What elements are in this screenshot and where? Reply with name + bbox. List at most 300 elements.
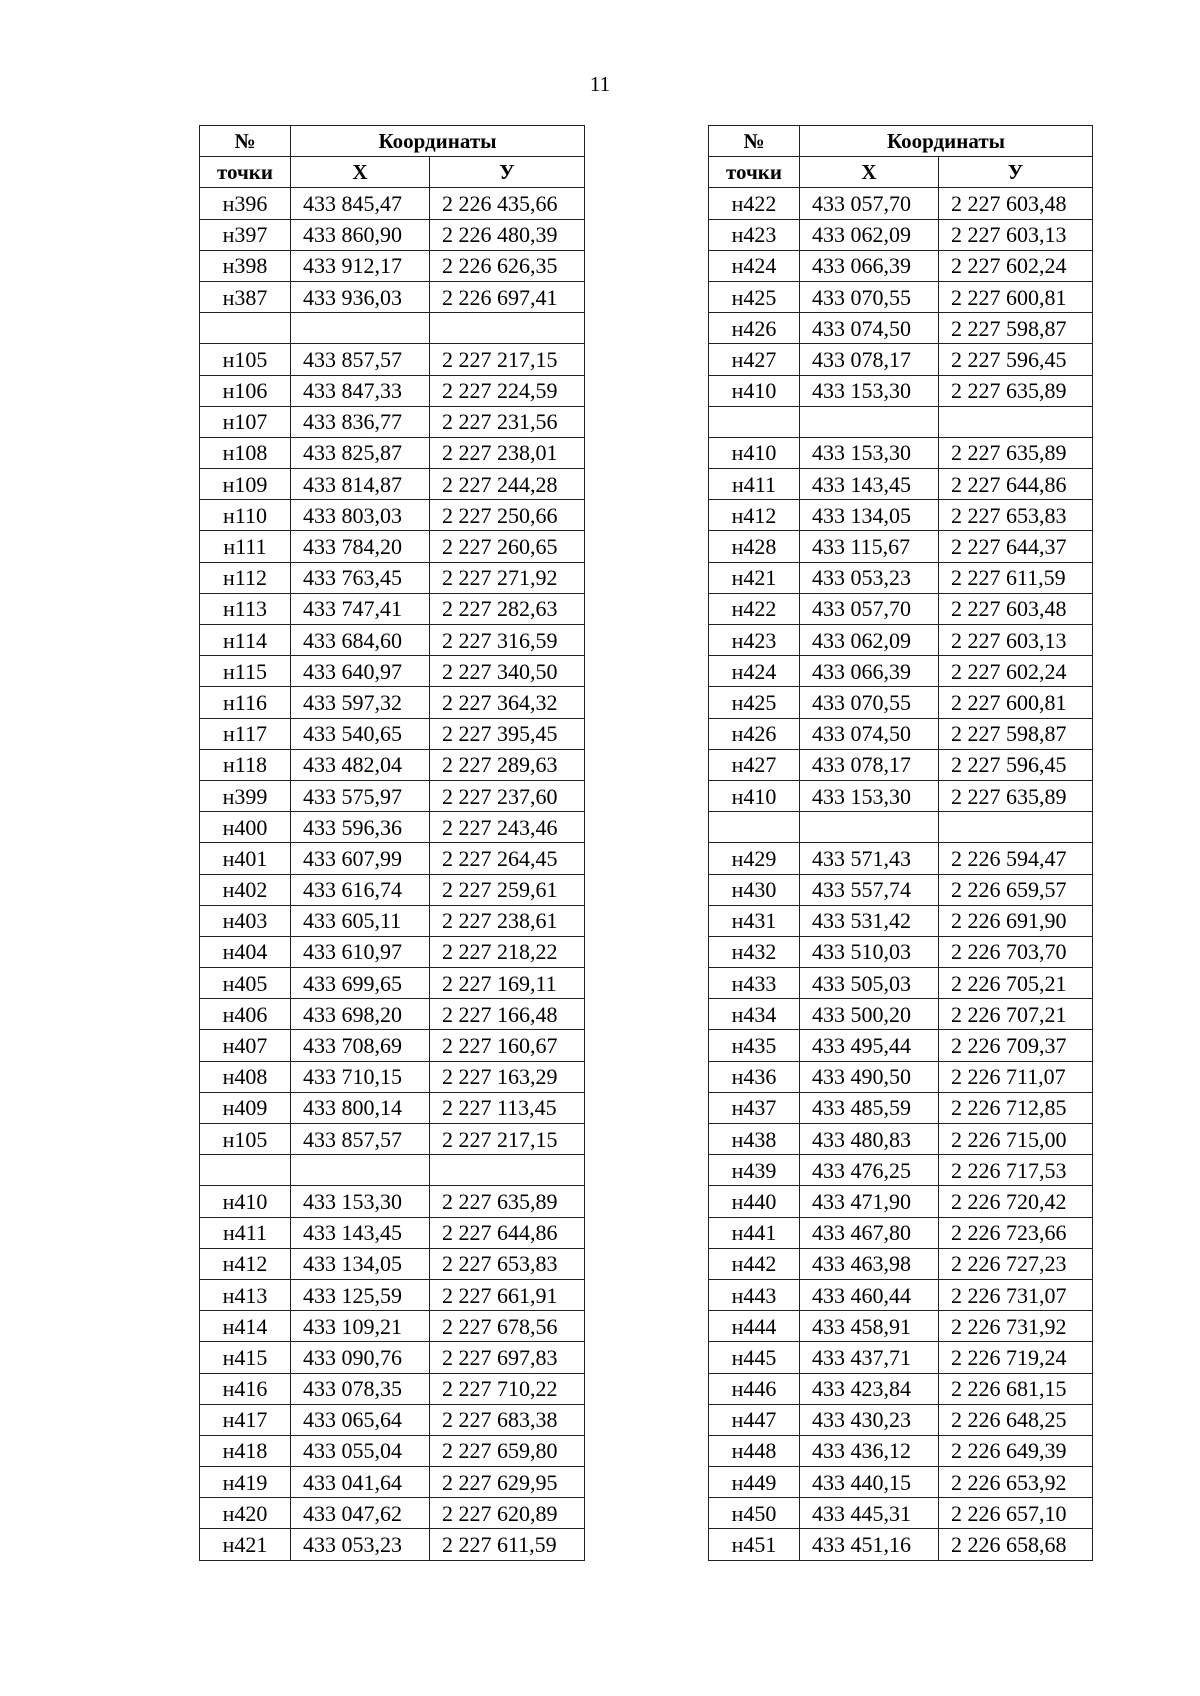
point-number-cell: н387 bbox=[200, 281, 291, 312]
table-row bbox=[200, 1435, 585, 1466]
table-row bbox=[200, 1248, 585, 1279]
x-coordinate-cell: 433 460,44 bbox=[800, 1279, 939, 1310]
x-coordinate-cell: 433 557,74 bbox=[800, 874, 939, 905]
x-coordinate-cell: 433 445,31 bbox=[800, 1498, 939, 1529]
table-row bbox=[709, 344, 1093, 375]
point-number-cell: н108 bbox=[200, 437, 291, 468]
point-number-cell: н425 bbox=[709, 281, 800, 312]
point-number-cell: н408 bbox=[200, 1061, 291, 1092]
x-coordinate-cell: 433 490,50 bbox=[800, 1061, 939, 1092]
y-coordinate-cell: 2 227 600,81 bbox=[939, 687, 1093, 718]
y-coordinate-cell: 2 227 231,56 bbox=[430, 406, 585, 437]
point-number-cell: н444 bbox=[709, 1311, 800, 1342]
table-row bbox=[709, 968, 1093, 999]
table-row bbox=[200, 500, 585, 531]
x-coordinate-cell: 433 041,64 bbox=[291, 1467, 430, 1498]
table-row bbox=[200, 469, 585, 500]
y-coordinate-cell: 2 227 653,83 bbox=[939, 500, 1093, 531]
y-coordinate-cell: 2 226 594,47 bbox=[939, 843, 1093, 874]
point-number-cell: н399 bbox=[200, 780, 291, 811]
point-number-cell: н420 bbox=[200, 1498, 291, 1529]
y-coordinate-cell: 2 226 691,90 bbox=[939, 905, 1093, 936]
y-coordinate-cell: 2 227 683,38 bbox=[430, 1404, 585, 1435]
point-number-cell: н437 bbox=[709, 1092, 800, 1123]
x-coordinate-cell: 433 078,17 bbox=[800, 749, 939, 780]
point-number-cell: н400 bbox=[200, 812, 291, 843]
point-number-cell: н450 bbox=[709, 1498, 800, 1529]
table-row bbox=[709, 562, 1093, 593]
point-number-cell: н442 bbox=[709, 1248, 800, 1279]
x-coordinate-cell: 433 814,87 bbox=[291, 469, 430, 500]
point-number-cell: н405 bbox=[200, 968, 291, 999]
table-row bbox=[200, 1498, 585, 1529]
header-x: X bbox=[291, 157, 430, 188]
x-coordinate-cell: 433 153,30 bbox=[800, 780, 939, 811]
table-row bbox=[709, 1435, 1093, 1466]
table-row bbox=[709, 656, 1093, 687]
table-row bbox=[200, 219, 585, 250]
x-coordinate-cell: 433 531,42 bbox=[800, 905, 939, 936]
header-point-label: точки bbox=[709, 157, 800, 188]
y-coordinate-cell: 2 226 626,35 bbox=[430, 250, 585, 281]
x-coordinate-cell: 433 423,84 bbox=[800, 1373, 939, 1404]
x-coordinate-cell: 433 485,59 bbox=[800, 1092, 939, 1123]
y-coordinate-cell: 2 227 603,13 bbox=[939, 625, 1093, 656]
y-coordinate-cell: 2 227 710,22 bbox=[430, 1373, 585, 1404]
x-coordinate-cell: 433 763,45 bbox=[291, 562, 430, 593]
y-coordinate-cell: 2 227 260,65 bbox=[430, 531, 585, 562]
x-coordinate-cell: 433 597,32 bbox=[291, 687, 430, 718]
y-coordinate-cell: 2 226 720,42 bbox=[939, 1186, 1093, 1217]
table-row bbox=[200, 656, 585, 687]
point-number-cell: н446 bbox=[709, 1373, 800, 1404]
y-coordinate-cell: 2 227 237,60 bbox=[430, 780, 585, 811]
point-number-cell: н412 bbox=[709, 500, 800, 531]
x-coordinate-cell: 433 074,50 bbox=[800, 313, 939, 344]
table-row bbox=[709, 406, 1093, 437]
y-coordinate-cell: 2 226 723,66 bbox=[939, 1217, 1093, 1248]
x-coordinate-cell: 433 482,04 bbox=[291, 749, 430, 780]
table-row bbox=[709, 469, 1093, 500]
point-number-cell: н410 bbox=[709, 780, 800, 811]
x-coordinate-cell: 433 066,39 bbox=[800, 656, 939, 687]
table-row bbox=[709, 812, 1093, 843]
coordinates-table-left bbox=[199, 125, 585, 1561]
table-row bbox=[709, 874, 1093, 905]
y-coordinate-cell: 2 227 217,15 bbox=[430, 344, 585, 375]
point-number-cell: н429 bbox=[709, 843, 800, 874]
point-number-cell: н439 bbox=[709, 1155, 800, 1186]
y-coordinate-cell: 2 226 697,41 bbox=[430, 281, 585, 312]
x-coordinate-cell: 433 857,57 bbox=[291, 344, 430, 375]
table-row bbox=[709, 1404, 1093, 1435]
header-x: X bbox=[800, 157, 939, 188]
point-number-cell: н427 bbox=[709, 749, 800, 780]
table-row bbox=[200, 437, 585, 468]
header-y: У bbox=[430, 157, 585, 188]
x-coordinate-cell: 433 471,90 bbox=[800, 1186, 939, 1217]
x-coordinate-cell: 433 936,03 bbox=[291, 281, 430, 312]
point-number-cell: н105 bbox=[200, 1124, 291, 1155]
table-row bbox=[200, 1279, 585, 1310]
x-coordinate-cell: 433 825,87 bbox=[291, 437, 430, 468]
y-coordinate-cell: 2 226 649,39 bbox=[939, 1435, 1093, 1466]
y-coordinate-cell bbox=[939, 812, 1093, 843]
point-number-cell: н433 bbox=[709, 968, 800, 999]
y-coordinate-cell: 2 227 611,59 bbox=[430, 1529, 585, 1560]
point-number-cell: н438 bbox=[709, 1124, 800, 1155]
x-coordinate-cell: 433 803,03 bbox=[291, 500, 430, 531]
x-coordinate-cell: 433 057,70 bbox=[800, 593, 939, 624]
x-coordinate-cell: 433 784,20 bbox=[291, 531, 430, 562]
point-number-cell: н398 bbox=[200, 250, 291, 281]
table-row bbox=[709, 219, 1093, 250]
point-number-cell: н417 bbox=[200, 1404, 291, 1435]
header-coordinates: Координаты bbox=[800, 126, 1093, 157]
point-number-cell: н440 bbox=[709, 1186, 800, 1217]
y-coordinate-cell: 2 227 644,37 bbox=[939, 531, 1093, 562]
point-number-cell: н412 bbox=[200, 1248, 291, 1279]
table-row bbox=[200, 1124, 585, 1155]
table-row bbox=[200, 874, 585, 905]
y-coordinate-cell bbox=[939, 406, 1093, 437]
y-coordinate-cell: 2 226 703,70 bbox=[939, 936, 1093, 967]
point-number-cell: н403 bbox=[200, 905, 291, 936]
x-coordinate-cell: 433 857,57 bbox=[291, 1124, 430, 1155]
point-number-cell: н421 bbox=[709, 562, 800, 593]
point-number-cell bbox=[709, 812, 800, 843]
x-coordinate-cell: 433 065,64 bbox=[291, 1404, 430, 1435]
x-coordinate-cell: 433 451,16 bbox=[800, 1529, 939, 1560]
x-coordinate-cell: 433 699,65 bbox=[291, 968, 430, 999]
x-coordinate-cell: 433 053,23 bbox=[291, 1529, 430, 1560]
header-point-number: № bbox=[709, 126, 800, 157]
x-coordinate-cell: 433 616,74 bbox=[291, 874, 430, 905]
x-coordinate-cell: 433 090,76 bbox=[291, 1342, 430, 1373]
x-coordinate-cell: 433 437,71 bbox=[800, 1342, 939, 1373]
table-row bbox=[200, 999, 585, 1030]
x-coordinate-cell: 433 607,99 bbox=[291, 843, 430, 874]
y-coordinate-cell: 2 227 224,59 bbox=[430, 375, 585, 406]
table-row bbox=[709, 936, 1093, 967]
y-coordinate-cell: 2 227 600,81 bbox=[939, 281, 1093, 312]
header-y: У bbox=[939, 157, 1093, 188]
x-coordinate-cell: 433 836,77 bbox=[291, 406, 430, 437]
point-number-cell: н410 bbox=[200, 1186, 291, 1217]
point-number-cell: н110 bbox=[200, 500, 291, 531]
point-number-cell: н406 bbox=[200, 999, 291, 1030]
table-row bbox=[709, 188, 1093, 219]
point-number-cell: н423 bbox=[709, 219, 800, 250]
table-row bbox=[200, 749, 585, 780]
y-coordinate-cell: 2 227 163,29 bbox=[430, 1061, 585, 1092]
table-row bbox=[200, 687, 585, 718]
table-row bbox=[709, 999, 1093, 1030]
y-coordinate-cell: 2 226 435,66 bbox=[430, 188, 585, 219]
y-coordinate-cell: 2 227 166,48 bbox=[430, 999, 585, 1030]
y-coordinate-cell: 2 227 635,89 bbox=[939, 437, 1093, 468]
x-coordinate-cell: 433 684,60 bbox=[291, 625, 430, 656]
point-number-cell: н427 bbox=[709, 344, 800, 375]
table-row bbox=[709, 375, 1093, 406]
x-coordinate-cell: 433 057,70 bbox=[800, 188, 939, 219]
y-coordinate-cell: 2 227 364,32 bbox=[430, 687, 585, 718]
x-coordinate-cell: 433 458,91 bbox=[800, 1311, 939, 1342]
x-coordinate-cell: 433 109,21 bbox=[291, 1311, 430, 1342]
point-number-cell bbox=[709, 406, 800, 437]
coordinates-table-right bbox=[708, 125, 1093, 1561]
table-row bbox=[709, 313, 1093, 344]
table-row bbox=[709, 1217, 1093, 1248]
y-coordinate-cell: 2 226 709,37 bbox=[939, 1030, 1093, 1061]
table-row bbox=[709, 718, 1093, 749]
y-coordinate-cell: 2 227 596,45 bbox=[939, 344, 1093, 375]
table-row bbox=[200, 188, 585, 219]
x-coordinate-cell: 433 610,97 bbox=[291, 936, 430, 967]
point-number-cell bbox=[200, 313, 291, 344]
table-row bbox=[709, 1124, 1093, 1155]
point-number-cell: н425 bbox=[709, 687, 800, 718]
x-coordinate-cell: 433 710,15 bbox=[291, 1061, 430, 1092]
x-coordinate-cell: 433 847,33 bbox=[291, 375, 430, 406]
point-number-cell: н402 bbox=[200, 874, 291, 905]
table-row bbox=[200, 1404, 585, 1435]
table-row bbox=[200, 780, 585, 811]
y-coordinate-cell: 2 227 635,89 bbox=[939, 780, 1093, 811]
x-coordinate-cell bbox=[291, 1155, 430, 1186]
y-coordinate-cell: 2 226 681,15 bbox=[939, 1373, 1093, 1404]
y-coordinate-cell: 2 226 717,53 bbox=[939, 1155, 1093, 1186]
x-coordinate-cell: 433 125,59 bbox=[291, 1279, 430, 1310]
x-coordinate-cell: 433 596,36 bbox=[291, 812, 430, 843]
y-coordinate-cell: 2 226 727,23 bbox=[939, 1248, 1093, 1279]
table-row bbox=[200, 1529, 585, 1560]
point-number-cell: н426 bbox=[709, 718, 800, 749]
point-number-cell: н445 bbox=[709, 1342, 800, 1373]
table-row bbox=[200, 718, 585, 749]
y-coordinate-cell: 2 227 697,83 bbox=[430, 1342, 585, 1373]
x-coordinate-cell: 433 066,39 bbox=[800, 250, 939, 281]
y-coordinate-cell: 2 226 657,10 bbox=[939, 1498, 1093, 1529]
table-row bbox=[200, 1373, 585, 1404]
x-coordinate-cell: 433 134,05 bbox=[291, 1248, 430, 1279]
point-number-cell: н426 bbox=[709, 313, 800, 344]
table-row bbox=[709, 1030, 1093, 1061]
point-number-cell: н411 bbox=[200, 1217, 291, 1248]
table-row bbox=[200, 905, 585, 936]
point-number-cell: н436 bbox=[709, 1061, 800, 1092]
x-coordinate-cell: 433 078,35 bbox=[291, 1373, 430, 1404]
table-row bbox=[709, 281, 1093, 312]
x-coordinate-cell: 433 912,17 bbox=[291, 250, 430, 281]
table-row bbox=[709, 780, 1093, 811]
y-coordinate-cell: 2 226 707,21 bbox=[939, 999, 1093, 1030]
point-number-cell: н112 bbox=[200, 562, 291, 593]
point-number-cell: н410 bbox=[709, 437, 800, 468]
header-coordinates: Координаты bbox=[291, 126, 585, 157]
table-row bbox=[709, 1373, 1093, 1404]
x-coordinate-cell: 433 153,30 bbox=[291, 1186, 430, 1217]
x-coordinate-cell: 433 153,30 bbox=[800, 375, 939, 406]
y-coordinate-cell: 2 227 635,89 bbox=[430, 1186, 585, 1217]
x-coordinate-cell: 433 115,67 bbox=[800, 531, 939, 562]
point-number-cell: н443 bbox=[709, 1279, 800, 1310]
y-coordinate-cell: 2 226 480,39 bbox=[430, 219, 585, 250]
y-coordinate-cell: 2 227 659,80 bbox=[430, 1435, 585, 1466]
x-coordinate-cell: 433 062,09 bbox=[800, 219, 939, 250]
x-coordinate-cell: 433 143,45 bbox=[291, 1217, 430, 1248]
point-number-cell: н115 bbox=[200, 656, 291, 687]
point-number-cell bbox=[200, 1155, 291, 1186]
x-coordinate-cell: 433 143,45 bbox=[800, 469, 939, 500]
point-number-cell: н116 bbox=[200, 687, 291, 718]
x-coordinate-cell: 433 070,55 bbox=[800, 687, 939, 718]
x-coordinate-cell: 433 062,09 bbox=[800, 625, 939, 656]
point-number-cell: н424 bbox=[709, 656, 800, 687]
table-row bbox=[200, 375, 585, 406]
x-coordinate-cell: 433 575,97 bbox=[291, 780, 430, 811]
x-coordinate-cell: 433 800,14 bbox=[291, 1092, 430, 1123]
y-coordinate-cell: 2 226 653,92 bbox=[939, 1467, 1093, 1498]
table-row bbox=[200, 531, 585, 562]
table-row bbox=[709, 1311, 1093, 1342]
x-coordinate-cell: 433 698,20 bbox=[291, 999, 430, 1030]
x-coordinate-cell: 433 708,69 bbox=[291, 1030, 430, 1061]
point-number-cell: н117 bbox=[200, 718, 291, 749]
table-row bbox=[200, 1186, 585, 1217]
table-row bbox=[709, 1186, 1093, 1217]
point-number-cell: н423 bbox=[709, 625, 800, 656]
point-number-cell: н447 bbox=[709, 1404, 800, 1435]
y-coordinate-cell: 2 227 611,59 bbox=[939, 562, 1093, 593]
table-row bbox=[709, 843, 1093, 874]
point-number-cell: н441 bbox=[709, 1217, 800, 1248]
point-number-cell: н414 bbox=[200, 1311, 291, 1342]
y-coordinate-cell: 2 227 661,91 bbox=[430, 1279, 585, 1310]
point-number-cell: н114 bbox=[200, 625, 291, 656]
y-coordinate-cell: 2 227 218,22 bbox=[430, 936, 585, 967]
x-coordinate-cell: 433 074,50 bbox=[800, 718, 939, 749]
x-coordinate-cell: 433 571,43 bbox=[800, 843, 939, 874]
table-row bbox=[709, 1467, 1093, 1498]
point-number-cell: н421 bbox=[200, 1529, 291, 1560]
point-number-cell: н451 bbox=[709, 1529, 800, 1560]
table-body-right bbox=[709, 188, 1093, 1560]
table-row bbox=[200, 1467, 585, 1498]
table-row bbox=[709, 1092, 1093, 1123]
table-row bbox=[709, 1248, 1093, 1279]
y-coordinate-cell: 2 227 635,89 bbox=[939, 375, 1093, 406]
table-row bbox=[200, 936, 585, 967]
y-coordinate-cell: 2 227 160,67 bbox=[430, 1030, 585, 1061]
point-number-cell: н407 bbox=[200, 1030, 291, 1061]
y-coordinate-cell: 2 227 282,63 bbox=[430, 593, 585, 624]
point-number-cell: н435 bbox=[709, 1030, 800, 1061]
x-coordinate-cell bbox=[291, 313, 430, 344]
point-number-cell: н422 bbox=[709, 188, 800, 219]
x-coordinate-cell: 433 436,12 bbox=[800, 1435, 939, 1466]
point-number-cell: н409 bbox=[200, 1092, 291, 1123]
table-row bbox=[200, 313, 585, 344]
point-number-cell: н111 bbox=[200, 531, 291, 562]
y-coordinate-cell: 2 227 598,87 bbox=[939, 718, 1093, 749]
table-row bbox=[709, 749, 1093, 780]
y-coordinate-cell: 2 226 705,21 bbox=[939, 968, 1093, 999]
y-coordinate-cell: 2 227 238,01 bbox=[430, 437, 585, 468]
point-number-cell: н449 bbox=[709, 1467, 800, 1498]
table-row bbox=[200, 1092, 585, 1123]
x-coordinate-cell: 433 070,55 bbox=[800, 281, 939, 312]
y-coordinate-cell: 2 227 602,24 bbox=[939, 250, 1093, 281]
point-number-cell: н432 bbox=[709, 936, 800, 967]
x-coordinate-cell: 433 495,44 bbox=[800, 1030, 939, 1061]
table-row bbox=[200, 968, 585, 999]
y-coordinate-cell: 2 227 316,59 bbox=[430, 625, 585, 656]
table-row bbox=[200, 812, 585, 843]
y-coordinate-cell: 2 227 250,66 bbox=[430, 500, 585, 531]
y-coordinate-cell: 2 227 644,86 bbox=[939, 469, 1093, 500]
point-number-cell: н397 bbox=[200, 219, 291, 250]
point-number-cell: н448 bbox=[709, 1435, 800, 1466]
y-coordinate-cell: 2 227 238,61 bbox=[430, 905, 585, 936]
point-number-cell: н418 bbox=[200, 1435, 291, 1466]
y-coordinate-cell: 2 227 264,45 bbox=[430, 843, 585, 874]
y-coordinate-cell: 2 227 603,13 bbox=[939, 219, 1093, 250]
y-coordinate-cell: 2 227 653,83 bbox=[430, 1248, 585, 1279]
x-coordinate-cell: 433 467,80 bbox=[800, 1217, 939, 1248]
table-row bbox=[200, 406, 585, 437]
y-coordinate-cell bbox=[430, 1155, 585, 1186]
y-coordinate-cell: 2 226 711,07 bbox=[939, 1061, 1093, 1092]
x-coordinate-cell: 433 640,97 bbox=[291, 656, 430, 687]
y-coordinate-cell: 2 226 648,25 bbox=[939, 1404, 1093, 1435]
x-coordinate-cell: 433 440,15 bbox=[800, 1467, 939, 1498]
x-coordinate-cell: 433 505,03 bbox=[800, 968, 939, 999]
y-coordinate-cell bbox=[430, 313, 585, 344]
point-number-cell: н105 bbox=[200, 344, 291, 375]
table-row bbox=[709, 1342, 1093, 1373]
point-number-cell: н118 bbox=[200, 749, 291, 780]
table-row bbox=[200, 1030, 585, 1061]
x-coordinate-cell: 433 153,30 bbox=[800, 437, 939, 468]
y-coordinate-cell: 2 227 217,15 bbox=[430, 1124, 585, 1155]
table-row bbox=[709, 905, 1093, 936]
table-row bbox=[200, 1061, 585, 1092]
point-number-cell: н422 bbox=[709, 593, 800, 624]
y-coordinate-cell: 2 226 731,92 bbox=[939, 1311, 1093, 1342]
y-coordinate-cell: 2 227 603,48 bbox=[939, 188, 1093, 219]
x-coordinate-cell: 433 078,17 bbox=[800, 344, 939, 375]
point-number-cell: н430 bbox=[709, 874, 800, 905]
y-coordinate-cell: 2 227 596,45 bbox=[939, 749, 1093, 780]
table-row bbox=[709, 1529, 1093, 1560]
point-number-cell: н428 bbox=[709, 531, 800, 562]
x-coordinate-cell: 433 510,03 bbox=[800, 936, 939, 967]
y-coordinate-cell: 2 226 712,85 bbox=[939, 1092, 1093, 1123]
point-number-cell: н424 bbox=[709, 250, 800, 281]
y-coordinate-cell: 2 227 644,86 bbox=[430, 1217, 585, 1248]
table-row bbox=[709, 500, 1093, 531]
table-row bbox=[200, 1342, 585, 1373]
table-row bbox=[200, 1155, 585, 1186]
point-number-cell: н411 bbox=[709, 469, 800, 500]
table-body-left bbox=[200, 188, 585, 1560]
point-number-cell: н419 bbox=[200, 1467, 291, 1498]
y-coordinate-cell: 2 227 395,45 bbox=[430, 718, 585, 749]
point-number-cell: н434 bbox=[709, 999, 800, 1030]
x-coordinate-cell: 433 430,23 bbox=[800, 1404, 939, 1435]
point-number-cell: н410 bbox=[709, 375, 800, 406]
